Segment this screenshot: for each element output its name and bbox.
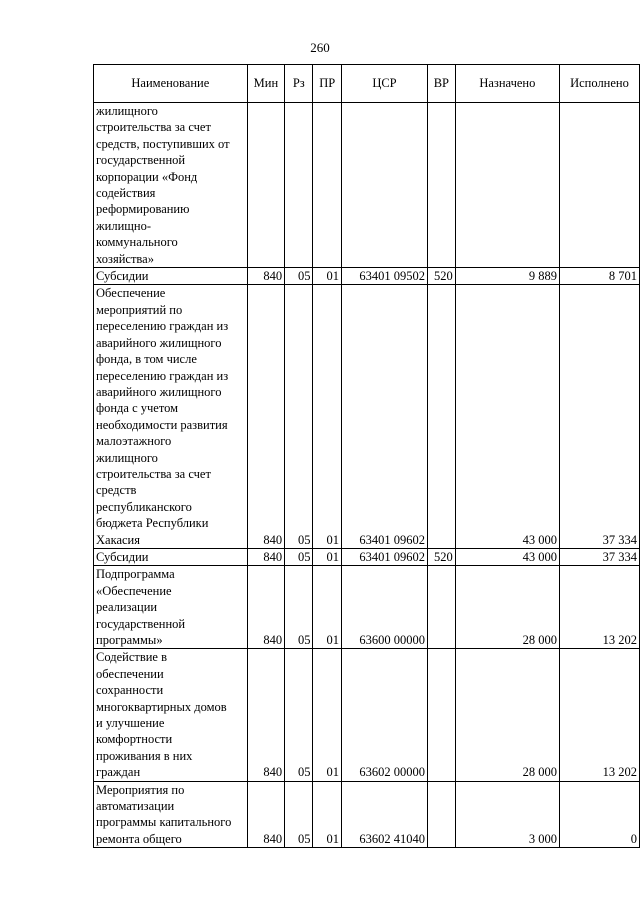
table-row (94, 103, 640, 268)
header-rz: Рз (285, 65, 313, 103)
row-vr (427, 285, 455, 549)
row-assigned (455, 103, 559, 268)
row-pr: 01 (313, 781, 342, 848)
row-rz (285, 103, 313, 268)
row-pr: 01 (313, 566, 342, 649)
row-name: Содействие в обеспечении сохранности многоквартирных домов и улучшение комфортности проживания в них граждан (94, 649, 248, 781)
row-assigned: 28 000 (455, 649, 559, 781)
table-row (94, 781, 640, 848)
table-row (94, 268, 640, 285)
row-executed (559, 103, 639, 268)
table-row (94, 285, 640, 549)
row-csr: 63401 09502 (341, 268, 427, 285)
row-name: Подпрограмма «Обеспечение реализации государственной программы» (94, 566, 248, 649)
row-assigned: 28 000 (455, 566, 559, 649)
row-pr: 01 (313, 285, 342, 549)
row-name: Субсидии (94, 548, 248, 565)
row-assigned: 3 000 (455, 781, 559, 848)
row-min: 840 (247, 548, 284, 565)
table-header-row (94, 65, 640, 103)
row-csr: 63401 09602 (341, 548, 427, 565)
row-min: 840 (247, 781, 284, 848)
row-min: 840 (247, 268, 284, 285)
row-pr: 01 (313, 268, 342, 285)
row-name: Мероприятия по автоматизации программы капитального ремонта общего (94, 781, 248, 848)
row-assigned: 9 889 (455, 268, 559, 285)
row-executed: 13 202 (559, 649, 639, 781)
row-vr (427, 781, 455, 848)
row-executed: 8 701 (559, 268, 639, 285)
row-rz: 05 (285, 268, 313, 285)
row-name: Субсидии (94, 268, 248, 285)
header-name: Наименование (94, 65, 248, 103)
header-min: Мин (247, 65, 284, 103)
row-csr: 63602 00000 (341, 649, 427, 781)
header-pr: ПР (313, 65, 342, 103)
row-vr: 520 (427, 548, 455, 565)
row-pr: 01 (313, 548, 342, 565)
header-csr: ЦСР (341, 65, 427, 103)
row-min: 840 (247, 566, 284, 649)
row-min (247, 103, 284, 268)
row-csr: 63600 00000 (341, 566, 427, 649)
row-vr: 520 (427, 268, 455, 285)
row-vr (427, 649, 455, 781)
row-executed: 37 334 (559, 285, 639, 549)
table-row (94, 649, 640, 781)
budget-table (93, 64, 640, 848)
table-row (94, 548, 640, 565)
row-pr: 01 (313, 649, 342, 781)
row-rz: 05 (285, 649, 313, 781)
header-executed: Исполнено (559, 65, 639, 103)
header-assigned: Назначено (455, 65, 559, 103)
row-min: 840 (247, 649, 284, 781)
row-vr (427, 566, 455, 649)
row-assigned: 43 000 (455, 548, 559, 565)
page-number: 260 (310, 40, 330, 55)
row-name: жилищного строительства за счет средств, поступивших от государственной корпорации «Фонд содействия реформированию жилищно- коммунального хозяйства» (94, 103, 248, 268)
row-rz: 05 (285, 566, 313, 649)
row-vr (427, 103, 455, 268)
row-rz: 05 (285, 781, 313, 848)
table-row (94, 566, 640, 649)
row-executed: 37 334 (559, 548, 639, 565)
row-csr: 63401 09602 (341, 285, 427, 549)
row-name: Обеспечение мероприятий по переселению граждан из аварийного жилищного фонда, в том числе переселению граждан из аварийного жилищного фонда с учетом необходимости развития малоэтажного жилищного строительства за счет средств республиканского бюджета Республики Хакасия (94, 285, 248, 549)
row-assigned: 43 000 (455, 285, 559, 549)
row-min: 840 (247, 285, 284, 549)
row-executed: 0 (559, 781, 639, 848)
row-pr (313, 103, 342, 268)
row-csr (341, 103, 427, 268)
row-csr: 63602 41040 (341, 781, 427, 848)
row-rz: 05 (285, 285, 313, 549)
header-vr: ВР (427, 65, 455, 103)
row-executed: 13 202 (559, 566, 639, 649)
row-rz: 05 (285, 548, 313, 565)
